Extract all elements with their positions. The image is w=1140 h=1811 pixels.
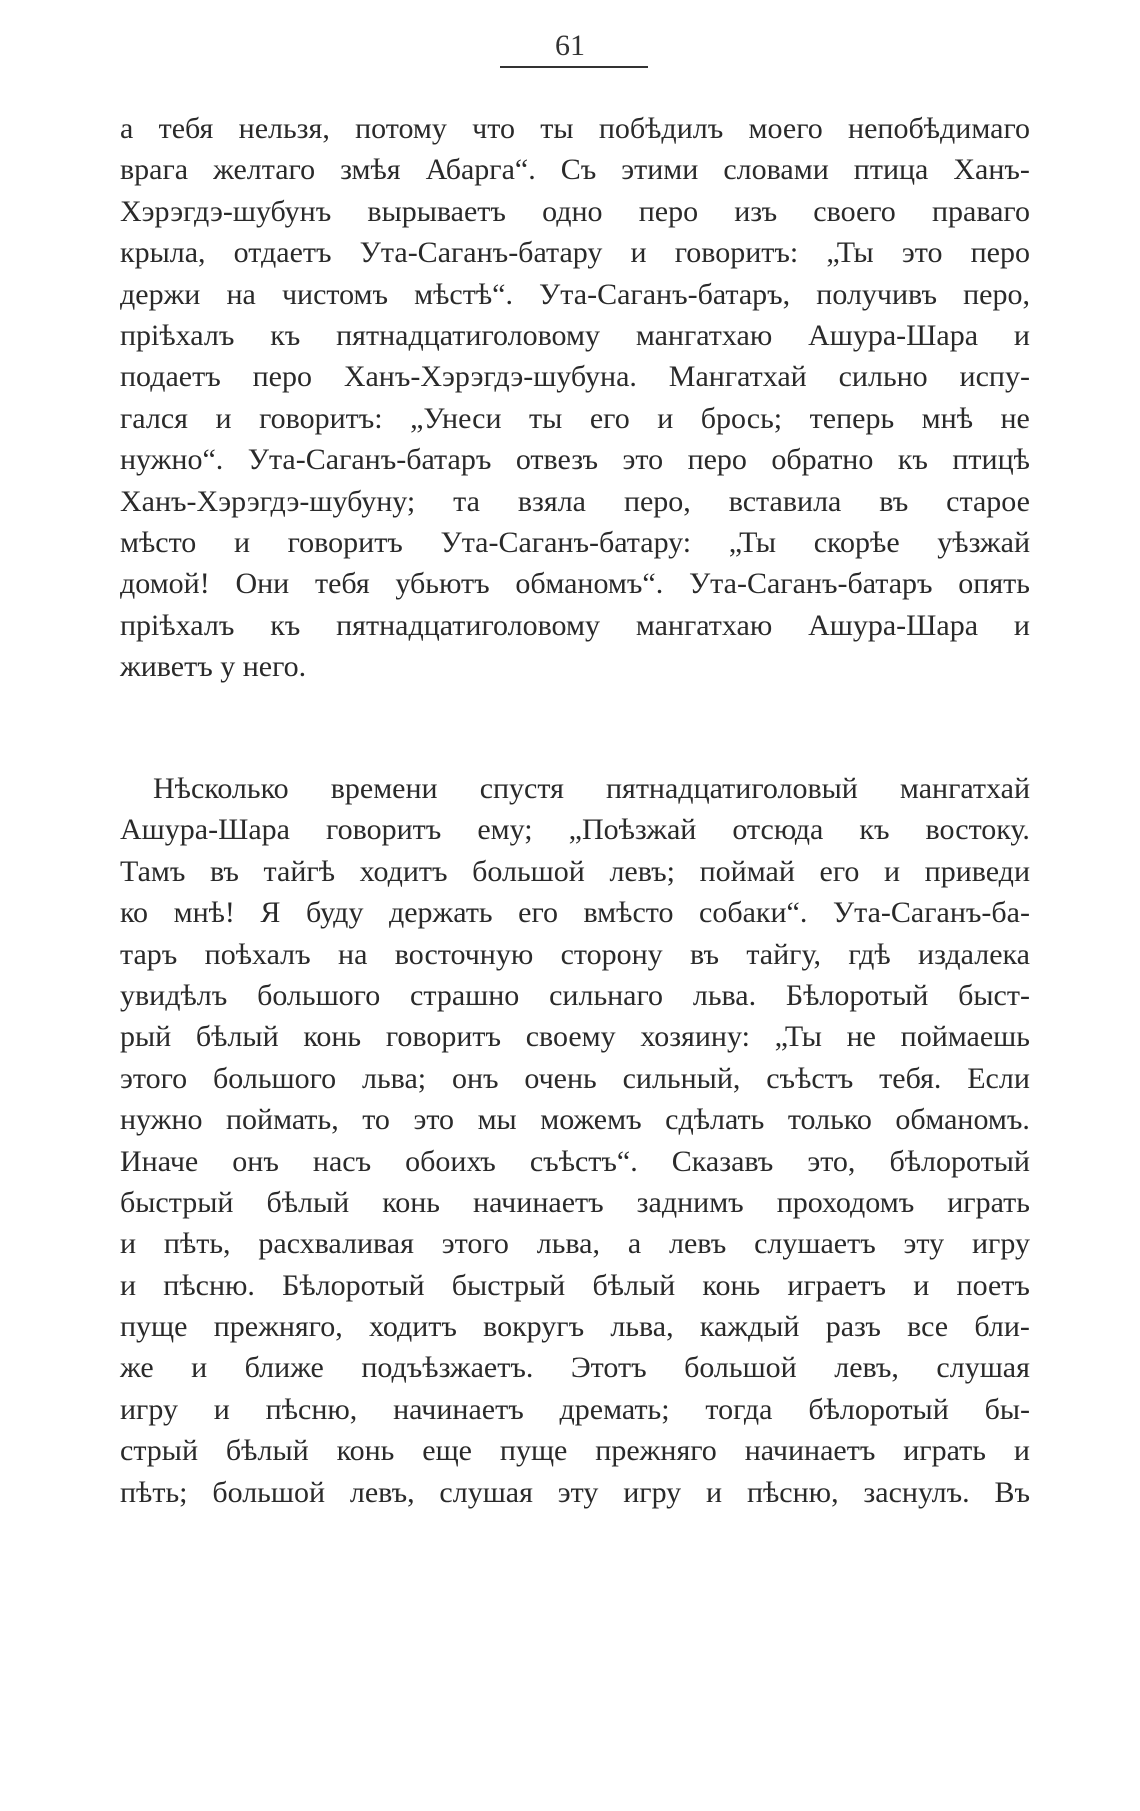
- text-line: пуще прежняго, ходитъ вокругъ льва, каждый разъ все бли-: [120, 1310, 1030, 1344]
- text-line: Ханъ-Хэрэгдэ-шубуну; та взяла перо, вставила въ старое: [120, 484, 1030, 518]
- text-line: пріѣхалъ къ пятнадцатиголовому мангатхаю Ашура-Шара и: [120, 608, 1030, 642]
- page-number-rule: [500, 66, 648, 68]
- text-line: ко мнѣ! Я буду держать его вмѣсто собаки“. Ута-Саганъ-ба-: [120, 896, 1030, 930]
- text-line: мѣсто и говоритъ Ута-Саганъ-батару: „Ты скорѣе уѣзжай: [120, 525, 1030, 559]
- text-line: подаетъ перо Ханъ-Хэрэгдэ-шубуна. Мангатхай сильно испу-: [120, 360, 1030, 394]
- text-line: пріѣхалъ къ пятнадцатиголовому мангатхаю Ашура-Шара и: [120, 318, 1030, 352]
- text-line: же и ближе подъѣзжаетъ. Этотъ большой левъ, слушая: [120, 1351, 1030, 1385]
- text-line: живетъ у него.: [120, 650, 307, 684]
- text-line: таръ поѣхалъ на восточную сторону въ тайгу, гдѣ издалека: [120, 937, 1030, 971]
- text-line: рый бѣлый конь говоритъ своему хозяину: „Ты не поймаешь: [120, 1020, 1030, 1054]
- text-line: врага желтаго змѣя Абарга“. Съ этими словами птица Ханъ-: [120, 153, 1030, 187]
- page-number: 61: [555, 29, 585, 62]
- paragraph-2: [120, 768, 1030, 1513]
- text-line: нужно поймать, то это мы можемъ сдѣлать только обманомъ.: [120, 1103, 1030, 1137]
- paragraph-1: [120, 108, 1030, 687]
- text-line: гался и говоритъ: „Унеси ты его и брось; теперь мнѣ не: [120, 401, 1030, 435]
- text-line: нужно“. Ута-Саганъ-батаръ отвезъ это перо обратно къ птицѣ: [120, 443, 1030, 477]
- text-line: увидѣлъ большого страшно сильнаго льва. Бѣлоротый быст-: [120, 978, 1030, 1012]
- text-line: быстрый бѣлый конь начинаетъ заднимъ проходомъ играть: [120, 1185, 1030, 1219]
- text-line: и пѣсню. Бѣлоротый быстрый бѣлый конь играетъ и поетъ: [120, 1268, 1030, 1302]
- text-line: Иначе онъ насъ обоихъ съѣстъ“. Сказавъ это, бѣлоротый: [120, 1144, 1030, 1178]
- text-line: стрый бѣлый конь еще пуще прежняго начинаетъ играть и: [120, 1434, 1030, 1468]
- text-line: игру и пѣсню, начинаетъ дремать; тогда бѣлоротый бы-: [120, 1392, 1030, 1426]
- text-line: и пѣть, расхваливая этого льва, а левъ слушаетъ эту игру: [120, 1227, 1030, 1261]
- text-line: Нѣсколько времени спустя пятнадцатиголовый мангатхай: [153, 772, 1030, 805]
- text-line: Тамъ въ тайгѣ ходитъ большой левъ; поймай его и приведи: [120, 854, 1030, 888]
- text-line: Хэрэгдэ-шубунъ вырываетъ одно перо изъ своего праваго: [120, 194, 1030, 228]
- text-line: держи на чистомъ мѣстѣ“. Ута-Саганъ-батаръ, получивъ перо,: [120, 277, 1030, 311]
- text-line: Ашура-Шара говоритъ ему; „Поѣзжай отсюда къ востоку.: [120, 813, 1030, 847]
- text-line: а тебя нельзя, потому что ты побѣдилъ моего непобѣдимаго: [120, 112, 1030, 145]
- text-line: пѣть; большой левъ, слушая эту игру и пѣсню, заснулъ. Въ: [120, 1475, 1030, 1509]
- text-line: крыла, отдаетъ Ута-Саганъ-батару и говоритъ: „Ты это перо: [120, 236, 1030, 270]
- text-line: домой! Они тебя убьютъ обманомъ“. Ута-Саганъ-батаръ опять: [120, 567, 1030, 601]
- text-line: этого большого льва; онъ очень сильный, съѣстъ тебя. Если: [120, 1061, 1030, 1095]
